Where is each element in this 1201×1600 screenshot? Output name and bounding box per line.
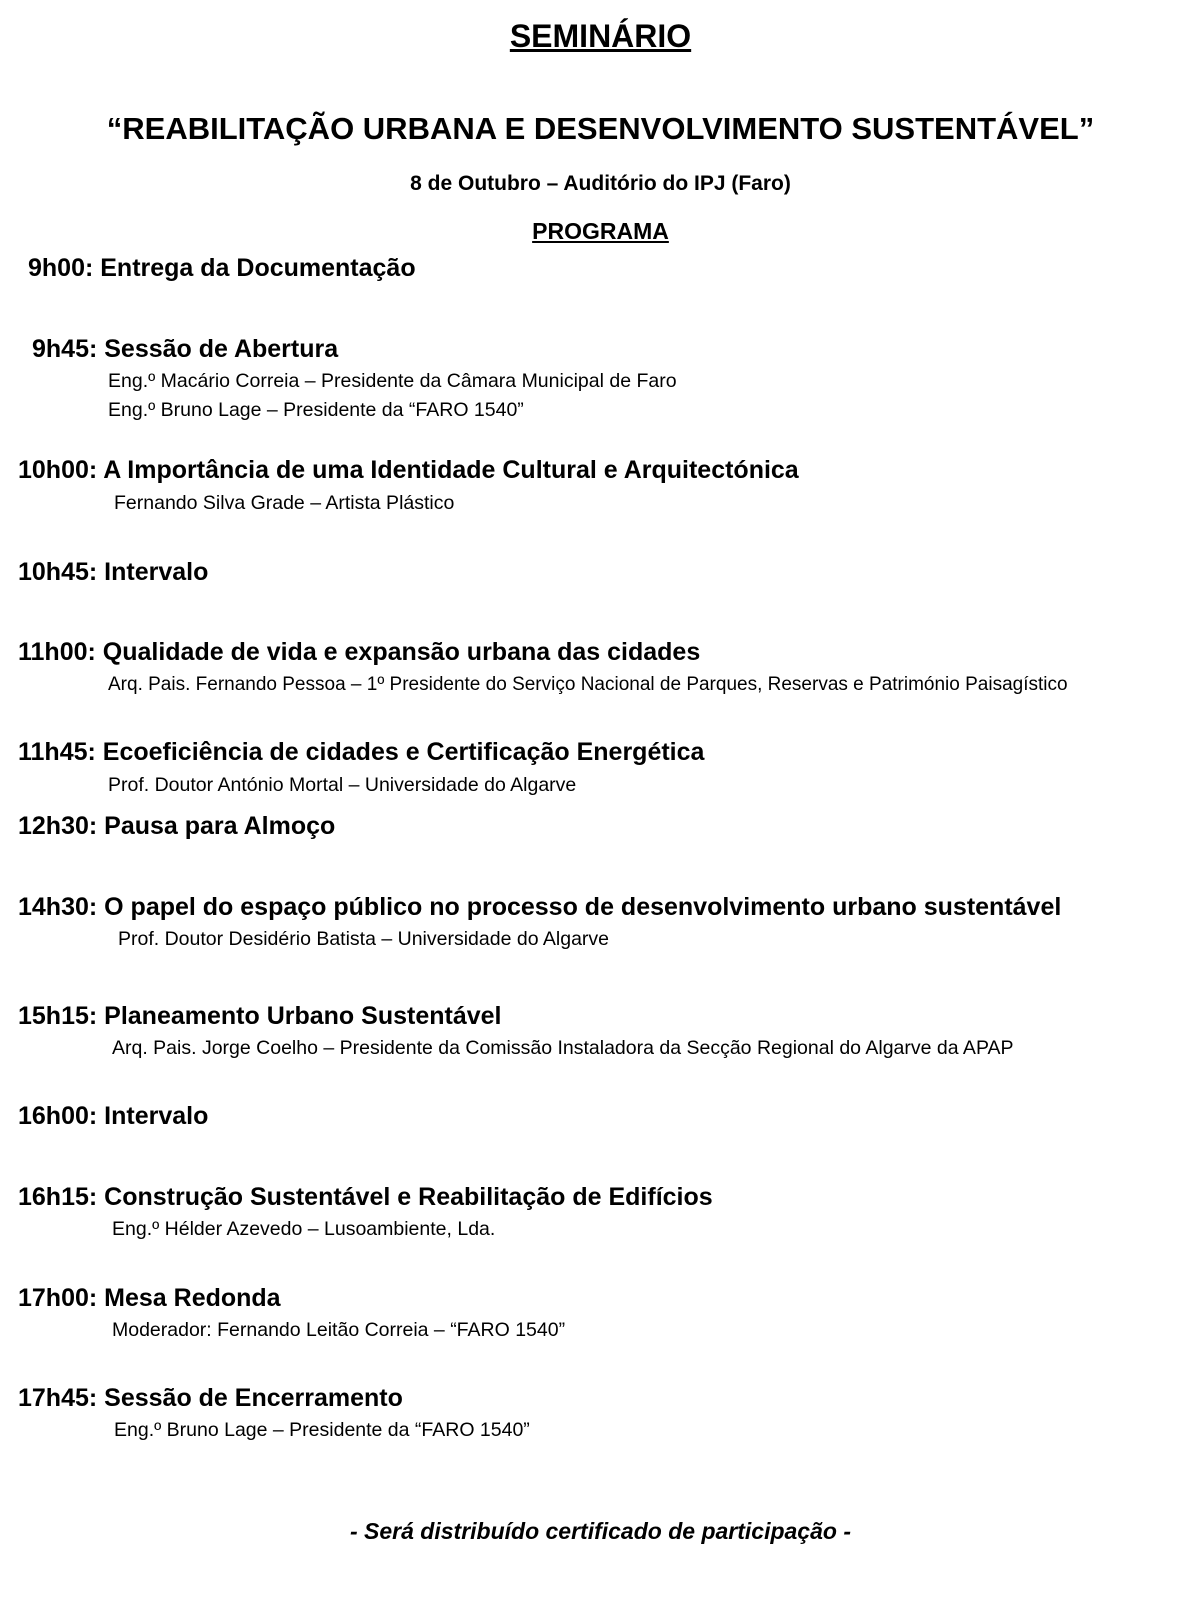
schedule-item-title: 10h45: Intervalo bbox=[18, 558, 209, 586]
schedule-item-title: 15h15: Planeamento Urbano Sustentável bbox=[18, 1002, 502, 1030]
schedule-item-title: 12h30: Pausa para Almoço bbox=[18, 812, 336, 840]
schedule-item-title: 16h00: Intervalo bbox=[18, 1102, 209, 1130]
schedule-item-speaker: Arq. Pais. Jorge Coelho – Presidente da Comissão Instaladora da Secção Regional do Algarve da APAP bbox=[112, 1037, 1014, 1059]
program-heading bbox=[0, 218, 1201, 245]
seminar-title-text: SEMINÁRIO bbox=[509, 18, 692, 54]
schedule-item-title: 17h00: Mesa Redonda bbox=[18, 1284, 281, 1312]
schedule-item-speaker: Moderador: Fernando Leitão Correia – “FARO 1540” bbox=[112, 1319, 566, 1341]
schedule-item-title: 10h00: A Importância de uma Identidade Cultural e Arquitectónica bbox=[18, 456, 799, 484]
certificate-note: - Será distribuído certificado de participação - bbox=[349, 1518, 851, 1544]
schedule-item-title: 16h15: Construção Sustentável e Reabilitação de Edifícios bbox=[18, 1183, 713, 1211]
schedule-item-speaker: Fernando Silva Grade – Artista Plástico bbox=[114, 492, 455, 514]
schedule-item-title: 11h00: Qualidade de vida e expansão urbana das cidades bbox=[18, 638, 701, 666]
schedule-item-speaker: Eng.º Macário Correia – Presidente da Câmara Municipal de Faro bbox=[108, 370, 677, 392]
schedule-item-title: 9h45: Sessão de Abertura bbox=[32, 335, 339, 363]
program-heading-text: PROGRAMA bbox=[532, 218, 669, 244]
schedule-item-speaker: Arq. Pais. Fernando Pessoa – 1º Presidente do Serviço Nacional de Parques, Reservas e Património Paisagístico bbox=[108, 674, 1068, 695]
schedule-item-title: 14h30: O papel do espaço público no processo de desenvolvimento urbano sustentável bbox=[18, 893, 1062, 921]
schedule-item-title: 17h45: Sessão de Encerramento bbox=[18, 1384, 403, 1412]
schedule-item-title: 11h45: Ecoeficiência de cidades e Certificação Energética bbox=[18, 738, 705, 766]
schedule-item-title: 9h00: Entrega da Documentação bbox=[28, 254, 416, 282]
seminar-title bbox=[0, 18, 1201, 55]
schedule-item-speaker: Prof. Doutor Desidério Batista – Universidade do Algarve bbox=[118, 928, 610, 950]
date-location: 8 de Outubro – Auditório do IPJ (Faro) bbox=[410, 172, 791, 195]
seminar-subtitle: “REABILITAÇÃO URBANA E DESENVOLVIMENTO SUSTENTÁVEL” bbox=[106, 111, 1095, 146]
schedule-item-speaker: Eng.º Bruno Lage – Presidente da “FARO 1540” bbox=[108, 399, 524, 421]
schedule-item-speaker: Eng.º Bruno Lage – Presidente da “FARO 1540” bbox=[114, 1419, 530, 1441]
schedule-item-speaker: Eng.º Hélder Azevedo – Lusoambiente, Lda. bbox=[112, 1218, 496, 1240]
schedule-item-speaker: Prof. Doutor António Mortal – Universidade do Algarve bbox=[108, 774, 577, 796]
